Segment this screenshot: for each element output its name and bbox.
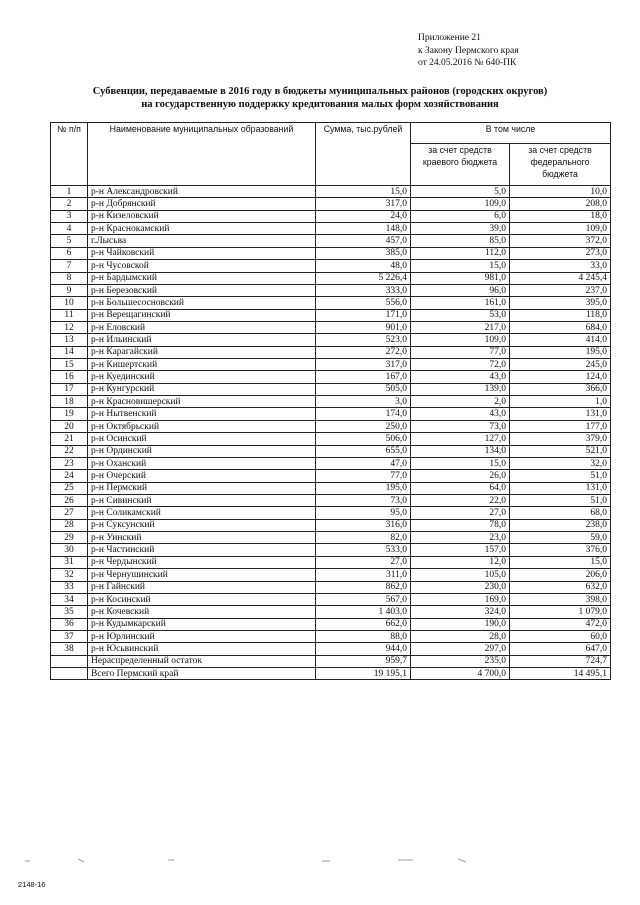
row-federal: 131,0	[510, 482, 611, 494]
row-name: р-н Кудымкарский	[88, 618, 316, 630]
row-federal: 366,0	[510, 383, 611, 395]
row-number: 9	[51, 284, 88, 296]
appendix-header	[418, 32, 519, 70]
row-name: р-н Пермский	[88, 482, 316, 494]
appendix-line-3: от 24.05.2016 № 640-ПК	[418, 58, 517, 68]
row-number: 30	[51, 544, 88, 556]
row-number: 22	[51, 445, 88, 457]
row-name: р-н Кочевский	[88, 606, 316, 618]
row-federal: 398,0	[510, 593, 611, 605]
row-sum: 317,0	[316, 359, 411, 371]
row-federal: 60,0	[510, 630, 611, 642]
row-sum: 862,0	[316, 581, 411, 593]
table-row	[51, 655, 611, 667]
row-number: 1	[51, 186, 88, 198]
table-row	[51, 494, 611, 506]
row-sum: 316,0	[316, 519, 411, 531]
row-name: р-н Сивинский	[88, 494, 316, 506]
row-regional: 43,0	[411, 408, 510, 420]
row-number: 8	[51, 272, 88, 284]
row-number: 23	[51, 457, 88, 469]
row-federal: 372,0	[510, 235, 611, 247]
row-regional: 230,0	[411, 581, 510, 593]
row-number: 27	[51, 507, 88, 519]
row-name: р-н Чайковский	[88, 247, 316, 259]
row-number: 16	[51, 371, 88, 383]
table-row	[51, 630, 611, 642]
row-number: 34	[51, 593, 88, 605]
row-name: р-н Косинский	[88, 593, 316, 605]
row-name: р-н Осинский	[88, 433, 316, 445]
row-number: 5	[51, 235, 88, 247]
header-number: № п/п	[51, 123, 88, 186]
row-federal: 32,0	[510, 457, 611, 469]
row-federal: 208,0	[510, 198, 611, 210]
table-row	[51, 408, 611, 420]
row-regional: 324,0	[411, 606, 510, 618]
row-regional: 4 700,0	[411, 668, 510, 680]
row-name: р-н Карагайский	[88, 346, 316, 358]
table-row	[51, 396, 611, 408]
row-federal: 195,0	[510, 346, 611, 358]
row-sum: 15,0	[316, 186, 411, 198]
row-regional: 64,0	[411, 482, 510, 494]
table-row	[51, 445, 611, 457]
row-sum: 506,0	[316, 433, 411, 445]
row-number: 36	[51, 618, 88, 630]
row-federal: 472,0	[510, 618, 611, 630]
table-row	[51, 556, 611, 568]
row-name: р-н Красновишерский	[88, 396, 316, 408]
row-sum: 195,0	[316, 482, 411, 494]
table-row	[51, 186, 611, 198]
row-number: 28	[51, 519, 88, 531]
title-line-2: на государственную поддержку кредитования малых форм хозяйствования	[141, 98, 499, 110]
row-name: р-н Юсьвинский	[88, 643, 316, 655]
row-sum: 662,0	[316, 618, 411, 630]
row-sum: 48,0	[316, 260, 411, 272]
row-sum: 505,0	[316, 383, 411, 395]
row-name: р-н Березовский	[88, 284, 316, 296]
row-number: 29	[51, 532, 88, 544]
table-row	[51, 457, 611, 469]
row-number: 10	[51, 297, 88, 309]
row-number: 7	[51, 260, 88, 272]
table-row	[51, 420, 611, 432]
row-regional: 112,0	[411, 247, 510, 259]
table-row	[51, 359, 611, 371]
row-regional: 22,0	[411, 494, 510, 506]
row-number: 19	[51, 408, 88, 420]
row-name: р-н Ильинский	[88, 334, 316, 346]
row-regional: 134,0	[411, 445, 510, 457]
row-number: 15	[51, 359, 88, 371]
row-federal: 14 495,1	[510, 668, 611, 680]
row-federal: 647,0	[510, 643, 611, 655]
table-row	[51, 284, 611, 296]
row-name: Всего Пермский край	[88, 668, 316, 680]
row-sum: 82,0	[316, 532, 411, 544]
row-regional: 190,0	[411, 618, 510, 630]
row-name: р-н Еловский	[88, 321, 316, 333]
table-row	[51, 309, 611, 321]
row-name: р-н Кизеловский	[88, 210, 316, 222]
row-number: 31	[51, 556, 88, 568]
row-regional: 26,0	[411, 470, 510, 482]
row-sum: 959,7	[316, 655, 411, 667]
row-regional: 169,0	[411, 593, 510, 605]
row-federal: 245,0	[510, 359, 611, 371]
row-regional: 72,0	[411, 359, 510, 371]
table-row	[51, 581, 611, 593]
row-number: 32	[51, 569, 88, 581]
row-regional: 28,0	[411, 630, 510, 642]
scan-artifacts	[0, 855, 640, 867]
row-name: р-н Ординский	[88, 445, 316, 457]
table-row	[51, 297, 611, 309]
row-regional: 5,0	[411, 186, 510, 198]
row-federal: 131,0	[510, 408, 611, 420]
row-regional: 2,0	[411, 396, 510, 408]
row-regional: 235,0	[411, 655, 510, 667]
appendix-line-2: к Закону Пермского края	[418, 45, 519, 56]
table-row	[51, 593, 611, 605]
row-federal: 395,0	[510, 297, 611, 309]
table-row	[51, 544, 611, 556]
row-regional: 23,0	[411, 532, 510, 544]
row-number	[51, 655, 88, 667]
table-row	[51, 272, 611, 284]
table-row	[51, 334, 611, 346]
row-sum: 311,0	[316, 569, 411, 581]
row-number: 33	[51, 581, 88, 593]
row-regional: 27,0	[411, 507, 510, 519]
row-name: р-н Чернушинский	[88, 569, 316, 581]
table-row	[51, 519, 611, 531]
table-row	[51, 210, 611, 222]
row-sum: 556,0	[316, 297, 411, 309]
row-name: р-н Кишертский	[88, 359, 316, 371]
row-sum: 3,0	[316, 396, 411, 408]
row-federal: 237,0	[510, 284, 611, 296]
row-name: р-н Бардымский	[88, 272, 316, 284]
row-regional: 53,0	[411, 309, 510, 321]
table-row	[51, 668, 611, 680]
row-federal: 4 245,4	[510, 272, 611, 284]
row-number: 6	[51, 247, 88, 259]
row-regional: 15,0	[411, 457, 510, 469]
row-sum: 1 403,0	[316, 606, 411, 618]
table-row	[51, 618, 611, 630]
row-name: р-н Уинский	[88, 532, 316, 544]
table-row	[51, 198, 611, 210]
row-sum: 250,0	[316, 420, 411, 432]
row-name: р-н Чердынский	[88, 556, 316, 568]
row-name: р-н Юрлинский	[88, 630, 316, 642]
row-federal: 10,0	[510, 186, 611, 198]
row-federal: 632,0	[510, 581, 611, 593]
row-number: 4	[51, 223, 88, 235]
row-sum: 73,0	[316, 494, 411, 506]
row-federal: 109,0	[510, 223, 611, 235]
table-row	[51, 346, 611, 358]
row-sum: 88,0	[316, 630, 411, 642]
table-row	[51, 470, 611, 482]
row-number: 18	[51, 396, 88, 408]
appendix-line-1: Приложение 21	[418, 33, 481, 43]
row-federal: 15,0	[510, 556, 611, 568]
row-name: р-н Добрянский	[88, 198, 316, 210]
row-regional: 39,0	[411, 223, 510, 235]
row-federal: 1 079,0	[510, 606, 611, 618]
row-regional: 139,0	[411, 383, 510, 395]
row-number: 35	[51, 606, 88, 618]
row-sum: 655,0	[316, 445, 411, 457]
title-line-1: Субвенции, передаваемые в 2016 году в бюджеты муниципальных районов (городских округов)	[92, 86, 548, 97]
table-body	[51, 186, 611, 680]
row-regional: 217,0	[411, 321, 510, 333]
row-federal: 51,0	[510, 494, 611, 506]
row-sum: 457,0	[316, 235, 411, 247]
row-number: 12	[51, 321, 88, 333]
row-number: 20	[51, 420, 88, 432]
header-including: В том числе	[411, 123, 611, 144]
row-name: р-н Октябрьский	[88, 420, 316, 432]
table-row	[51, 433, 611, 445]
row-name: р-н Оханский	[88, 457, 316, 469]
row-regional: 297,0	[411, 643, 510, 655]
row-federal: 118,0	[510, 309, 611, 321]
row-regional: 78,0	[411, 519, 510, 531]
row-regional: 109,0	[411, 198, 510, 210]
document-code: 2148-16	[18, 880, 46, 889]
row-federal: 414,0	[510, 334, 611, 346]
row-federal: 124,0	[510, 371, 611, 383]
table-row	[51, 507, 611, 519]
row-sum: 95,0	[316, 507, 411, 519]
row-name: р-н Гайнский	[88, 581, 316, 593]
row-federal: 379,0	[510, 433, 611, 445]
subsidies-table	[50, 122, 611, 680]
row-sum: 148,0	[316, 223, 411, 235]
row-sum: 5 226,4	[316, 272, 411, 284]
table-row	[51, 321, 611, 333]
row-sum: 174,0	[316, 408, 411, 420]
table-row	[51, 643, 611, 655]
row-regional: 77,0	[411, 346, 510, 358]
row-federal: 1,0	[510, 396, 611, 408]
row-regional: 157,0	[411, 544, 510, 556]
table-row	[51, 569, 611, 581]
row-regional: 109,0	[411, 334, 510, 346]
row-name: р-н Очерский	[88, 470, 316, 482]
row-name: Нераспределенный остаток	[88, 655, 316, 667]
header-sum: Сумма, тыс.рублей	[316, 123, 411, 186]
table-row	[51, 260, 611, 272]
row-sum: 567,0	[316, 593, 411, 605]
table-row	[51, 482, 611, 494]
row-sum: 27,0	[316, 556, 411, 568]
row-federal: 724,7	[510, 655, 611, 667]
table-row	[51, 606, 611, 618]
row-sum: 317,0	[316, 198, 411, 210]
row-number: 11	[51, 309, 88, 321]
row-sum: 533,0	[316, 544, 411, 556]
header-federal: за счет средств федерального бюджета	[510, 144, 611, 186]
row-sum: 171,0	[316, 309, 411, 321]
row-regional: 85,0	[411, 235, 510, 247]
document-title	[60, 86, 580, 111]
row-regional: 6,0	[411, 210, 510, 222]
row-number: 37	[51, 630, 88, 642]
row-sum: 385,0	[316, 247, 411, 259]
row-regional: 12,0	[411, 556, 510, 568]
row-name: р-н Александровский	[88, 186, 316, 198]
row-number: 2	[51, 198, 88, 210]
row-number: 24	[51, 470, 88, 482]
row-sum: 523,0	[316, 334, 411, 346]
row-regional: 127,0	[411, 433, 510, 445]
row-number	[51, 668, 88, 680]
row-federal: 18,0	[510, 210, 611, 222]
row-number: 17	[51, 383, 88, 395]
row-number: 25	[51, 482, 88, 494]
row-name: г.Лысьва	[88, 235, 316, 247]
row-regional: 96,0	[411, 284, 510, 296]
row-sum: 333,0	[316, 284, 411, 296]
row-sum: 901,0	[316, 321, 411, 333]
row-sum: 77,0	[316, 470, 411, 482]
row-number: 38	[51, 643, 88, 655]
row-federal: 273,0	[510, 247, 611, 259]
row-name: р-н Нытвенский	[88, 408, 316, 420]
table-row	[51, 247, 611, 259]
row-name: р-н Краснокамский	[88, 223, 316, 235]
row-number: 13	[51, 334, 88, 346]
header-regional: за счет средств краевого бюджета	[411, 144, 510, 186]
row-federal: 238,0	[510, 519, 611, 531]
row-regional: 15,0	[411, 260, 510, 272]
row-name: р-н Частинский	[88, 544, 316, 556]
table-row	[51, 371, 611, 383]
row-federal: 376,0	[510, 544, 611, 556]
row-number: 14	[51, 346, 88, 358]
row-federal: 59,0	[510, 532, 611, 544]
row-sum: 19 195,1	[316, 668, 411, 680]
row-federal: 521,0	[510, 445, 611, 457]
row-sum: 944,0	[316, 643, 411, 655]
row-sum: 47,0	[316, 457, 411, 469]
table-row	[51, 223, 611, 235]
row-name: р-н Суксунский	[88, 519, 316, 531]
row-sum: 167,0	[316, 371, 411, 383]
row-federal: 206,0	[510, 569, 611, 581]
row-regional: 981,0	[411, 272, 510, 284]
row-number: 21	[51, 433, 88, 445]
row-regional: 161,0	[411, 297, 510, 309]
row-name: р-н Соликамский	[88, 507, 316, 519]
row-federal: 51,0	[510, 470, 611, 482]
row-number: 3	[51, 210, 88, 222]
row-name: р-н Кунгурский	[88, 383, 316, 395]
row-name: р-н Куединский	[88, 371, 316, 383]
row-sum: 272,0	[316, 346, 411, 358]
header-name: Наименование муниципальных образований	[88, 123, 316, 186]
row-federal: 684,0	[510, 321, 611, 333]
table-row	[51, 532, 611, 544]
row-federal: 177,0	[510, 420, 611, 432]
row-sum: 24,0	[316, 210, 411, 222]
table-row	[51, 383, 611, 395]
row-regional: 43,0	[411, 371, 510, 383]
row-number: 26	[51, 494, 88, 506]
row-federal: 33,0	[510, 260, 611, 272]
table-row	[51, 235, 611, 247]
row-federal: 68,0	[510, 507, 611, 519]
row-name: р-н Верещагинский	[88, 309, 316, 321]
row-regional: 73,0	[411, 420, 510, 432]
row-name: р-н Большесосновский	[88, 297, 316, 309]
row-name: р-н Чусовской	[88, 260, 316, 272]
row-regional: 105,0	[411, 569, 510, 581]
